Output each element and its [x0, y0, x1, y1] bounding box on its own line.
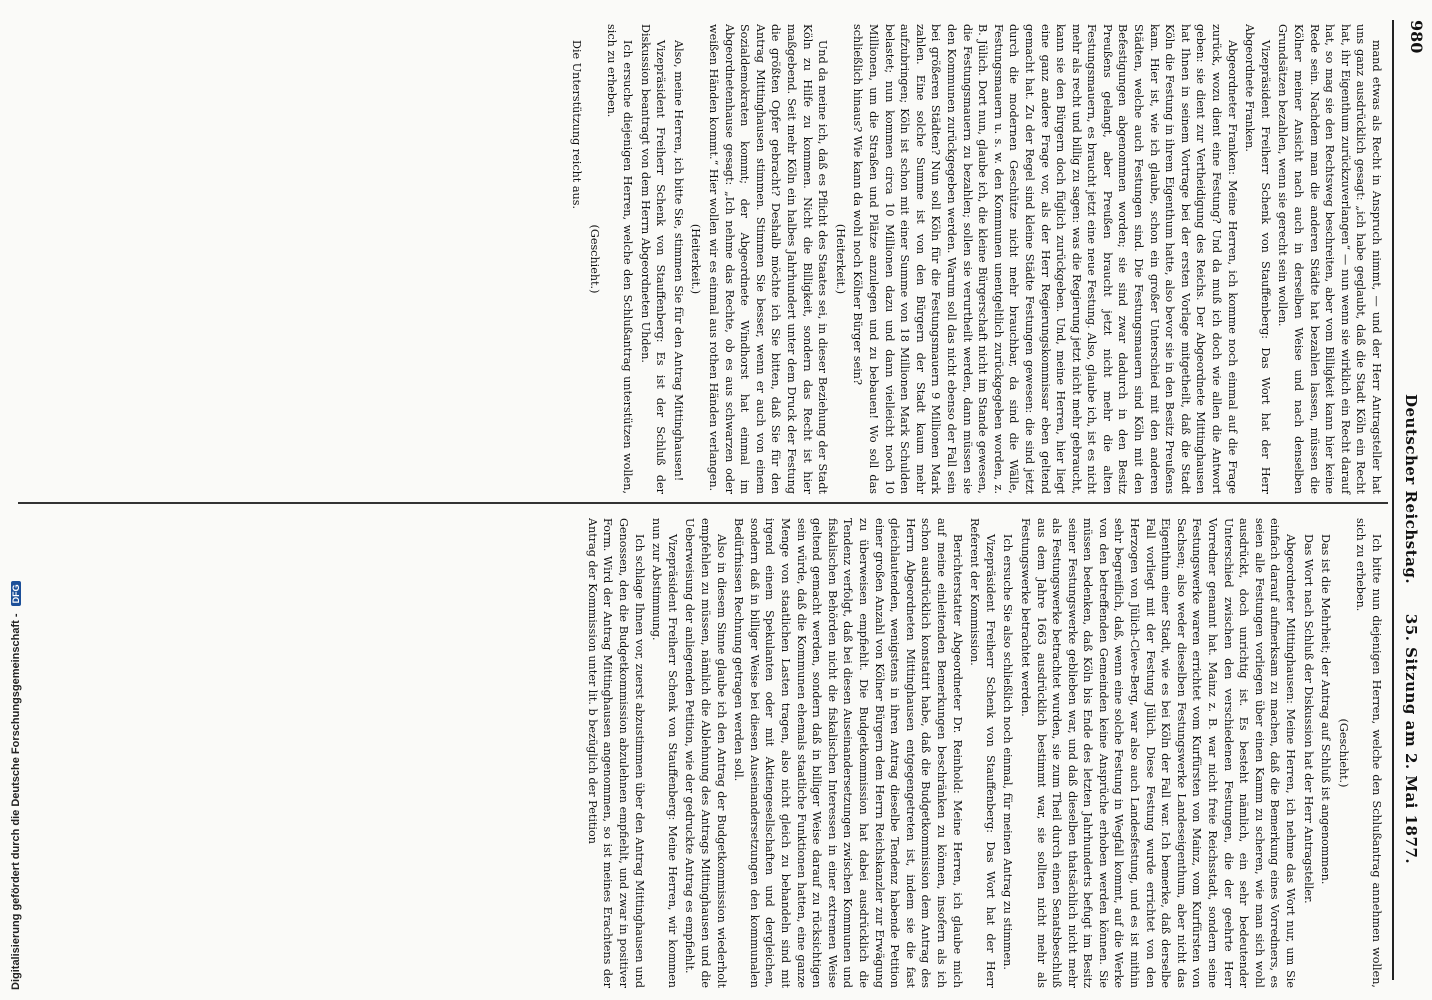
left-column [567, 24, 1384, 494]
right-column [582, 518, 1384, 988]
paragraph: Ich ersuche diejenigen Herren, welche den Schlußantrag unterstützen wollen, sich zu erheben. [605, 24, 635, 494]
paragraph: Vizepräsident Freiherr Schenk von Stauffenberg: Das Wort hat der Herr Abgeordnete Franken. [1243, 24, 1272, 494]
interjection: (Heiterkeit.) [833, 223, 847, 295]
paragraph: Vizepräsident Freiherr Schenk von Stauffenberg: Es ist der Schluß der Diskussion beantragt von dem Herrn Abgeordneten Uhden. [638, 24, 668, 494]
paragraph: Die Unterstützung reicht aus. [570, 40, 584, 210]
paragraph: Ich bitte nun diejenigen Herren, welche den Schlußantrag annehmen wollen, sich zu erheben. [1354, 518, 1383, 988]
interjection: (Geschieht.) [1336, 718, 1350, 788]
credit-text: Digitalisierung gefördert durch die Deutsche Forschungsgemeinschaft - [10, 613, 22, 990]
page-number: 980 [1407, 20, 1426, 54]
paragraph: Berichterstatter Abgeordneter Dr. Reinhold: Meine Herren, ich glaube mich auf meine einleitenden Bemerkungen beschränken zu können, insofern als ich schon ausdrücklich konstatirt habe, daß die Budgetkommission dem Antrag des Herrn Abgeordneten Mittinghausen entgegengetreten ist, indem sie die fast gleichlautenden, wenigstens in ihren Antrag dieselbe Tendenz habende Petition einer großen Anzahl von Kölner Bürgern dem Herrn Reichskanzler zur Erwägung zu überweisen empfiehlt. Die Budgetkommission hat dabei ausdrücklich die Tendenz verfolgt, daß bei diesen Auseinandersetzungen zwischen Kommunen und fiskalischen Behörden nicht die fiskalischen Interessen in einer extremen Weise geltend gemacht werden, sondern daß in billiger Weise darauf zu rücksichtigen sein würde, daß die Kommunen ehemals staatliche Funktionen hatten, eine ganze Menge von staatlichen Lasten tragen, also nicht gleich zu behandeln sind mit irgend einem Spekulanten oder mit Aktiengesellschaften und dergleichen, sondern daß in billiger Weise bei diesen Auseinandersetzungen den kommunalen Bedürfnissen Rechnung getragen werden soll. [732, 518, 964, 988]
interjection: (Heiterkeit.) [689, 223, 703, 295]
paragraph: mand etwas als Recht in Anspruch nimmt, — und der Herr Antragsteller hat uns ganz ausdrücklich gesagt: „ich habe geglaubt, daß die Stadt Köln ein Recht hat, ihr Eigenthum zurückzuverlangen“ — nun wenn sie wirklich ein Recht darauf hat, so mag sie den Rechtsweg beschreiten, aber vom Billigkeit kann hier keine Rede sein. Nachdem man die anderen Städte hat bezahlen lassen, müssen die Kölner meiner Ansicht nach auch in derselben Weise und nach denselben Grundsätzen bezahlen, wenn sie gerecht sein wollen. [1276, 24, 1383, 494]
paragraph: Also, meine Herren, ich bitte Sie, stimmen Sie für den Antrag Mittinghausen! [671, 40, 685, 482]
paragraph: Ich schlage Ihnen vor, zuerst abzustimmen über den Antrag Mittinghausen und Genossen, den die Budgetkommission abzulehnen empfiehlt, und zwar in positiver Form. Wird der Antrag Mittinghausen angenommen, so ist meines Erachtens der Antrag der Kommission unter lit. b bezüglich der Petition [585, 518, 646, 988]
interjection: (Geschieht.) [587, 224, 601, 294]
digitization-credit [4, 584, 22, 990]
paragraph: Ich ersuche Sie also schließlich noch einmal, für meinen Antrag zu stimmen. [1001, 534, 1015, 970]
running-header [1402, 370, 1420, 970]
paragraph: Abgeordneter Mittinghausen: Meine Herren, ich nehme das Wort nur, um Sie einfach darauf aufmerksam zu machen, daß die Bemerkung eines Vorredners, es seien alle Festungen vorliegen über einen Kamm zu scheren, wie man sich wohl ausdrückt, doch unrichtig ist. Es besteht nämlich, ein sehr bedeutender Unterschied zwischen den verschiedenen Festungen, die der geehrte Herr Vorredner genannt hat. Mainz z. B. war nicht freie Reichsstadt, sondern seine Festungswerke waren errichtet vom Kurfürsten von Mainz, vom Kurfürsten von Sachsen; also weder dieselben Festungswerke Landeseigenthum, aber nicht das Eigenthum einer Stadt, wie es bei Köln der Fall war. Ich bemerke, daß derselbe Fall vorliegt mit der Festung Jülich. Diese Festung wurde errichtet von den Herzogen von Jülich-Cleve-Berg, war also auch Landesfestung, und es ist mithin sehr begreiflich, daß, wenn eine solche Festung in Wegfall kommt, auf die Werke von den betreffenden Gemeinden keine Ansprüche erhoben werden können. Sie müssen bedenken, daß Köln bis Ende des letzten Jahrhunderts befugt im Besitz seiner Festungswerke geblieben war, und daß dieselben thatsächlich nicht mehr als Festungswerke betrachtet wurden, sie zum Theil durch einen Senatsbeschluß aus dem Jahre 1663 ausdrücklich bestimmt war, sie sollten nicht mehr als Festungswerke betrachtet werden. [1018, 518, 1298, 988]
paragraph: Abgeordneter Franken: Meine Herren, ich komme noch einmal auf die Frage zurück, wozu dient eine Festung? Und da muß ich doch wie allen die Antwort geben: sie dient zur Vertheidigung des Reichs. Der Abgeordnete Mittinghausen hat Ihnen in seinem Vortrage bei der ersten Vorlage mitgetheilt, daß die Stadt Köln die Festung in ihrem Eigenthum hatte, also bevor sie in den Besitz Preußens kam. Hier ist, wie ich glaube, schon ein großer Unterschied mit den anderen Städten, welche auch Festungen sind. Die Festungsmauern sind Köln mit den Befestigungen abgenommen worden; sie sind zwar dadurch in den Besitz Preußens gelangt, aber Preußen braucht jetzt nicht mehr die alten Festungsmauern, es braucht jetzt eine neue Festung. Also, glaube ich, ist es nicht mehr als recht und billig zu sagen: was die Regierung jetzt nicht mehr gebraucht, kann sie den Bürgern doch füglich zurückgeben. Und, meine Herren, hier liegt eine ganz andere Frage vor, als der Herr Regierungskommissar eben geltend gemacht hat. Zu der Regel sind kleine Städte Festungen gewesen: die sind jetzt durch die modernen Geschütze nicht mehr brauchbar, da sind die Wälle, Festungsmauern u. s. w. den Kommunen unentgeltlich zurückgegeben worden, z. B. Jülich. Dort nun, glaube ich, die kleine Bürgerschaft nicht im Stande gewesen, die Festungsmauern zu bezahlen; sollen sie verurtheilt werden, dann müssen sie den Kommunen zurückgegeben werden. Warum soll das nicht ebenso der Fall sein bei größeren Städten? Nun soll Köln für die Festungsmauern 9 Millionen Mark zahlen. Eine solche Summe ist von den Bürgern der Stadt kaum mehr aufzubringen; Köln ist schon mit einer Summe von 18 Millionen Mark Schulden belastet; nun kommen circa 10 Millionen dazu und dann vielleicht noch 10 Millionen, um die Straßen und Plätze anzulegen und zu bebauen! Wo soll das schließlich hinaus? Wie kann da wohl noch Kölner Bürger sein? [851, 24, 1239, 494]
paragraph: Vizepräsident Freiherr Schenk von Stauffenberg: Meine Herren, wir kommen nun zur Abstimmung. [650, 518, 679, 988]
header-title: Deutscher Reichstag. [1402, 394, 1420, 585]
paragraph: Das ist die Mehrheit; der Antrag auf Schluß ist angenommen. [1319, 534, 1333, 885]
dfg-logo: DFG [11, 581, 21, 606]
header-session: 35. Sitzung am 2. Mai 1877. [1402, 613, 1420, 865]
paragraph: Und da meine ich, daß es Pflicht des Staates sei, in dieser Beziehung der Stadt Köln zu Hilfe zu kommen. Nicht die Billigkeit, sondern das Recht ist hier maßgebend. Seit mehr Köln ein halbes Jahrhundert unter dem Druck der Festung die größten Opfer gebracht? Deshalb möchte ich Sie bitten, daß Sie für den Antrag Mittinghausen stimmen. Stimmen Sie besser, wenn er auch von einem Sozialdemokraten kommt; der Abgeordnete Windhorst hat einmal im Abgeordnetenhause gesagt: „Ich nehme das Rechte, ob es aus schwarzen oder weißen Händen kommt.“ Hier wollen wir es einmal aus rothen Händen verlangen. [707, 24, 830, 494]
column-divider [18, 502, 1388, 504]
header-rule [1392, 20, 1394, 980]
paragraph: Vizepräsident Freiherr Schenk von Stauffenberg: Das Wort hat der Herr Referent der Kommission. [968, 518, 997, 988]
paragraph: Also in diesem Sinne glaube ich den Antrag der Budgetkommission wiederholt empfehlen zu müssen, nämlich die Ablehnung des Antrags Mittinghausen und die Ueberweisung der anliegenden Petition, wie der gedruckte Antrag es empfiehlt. [683, 518, 728, 988]
paragraph: Das Wort nach Schluß der Diskussion hat der Herr Antragsteller. [1301, 534, 1315, 904]
